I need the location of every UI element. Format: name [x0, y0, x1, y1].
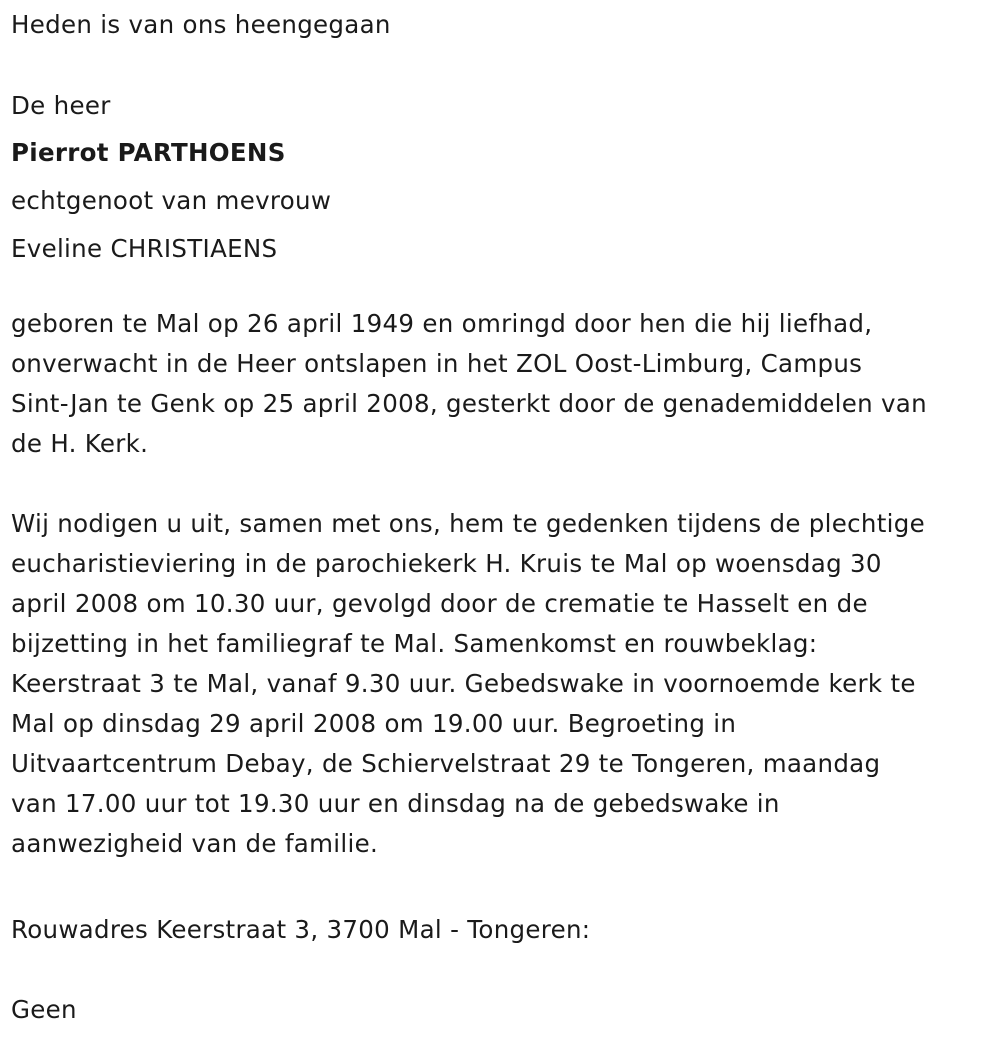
spouse-name: Eveline CHRISTIAENS: [11, 234, 278, 263]
paragraph-line: bijzetting in het familiegraf te Mal. Samenkomst en rouwbeklag:: [11, 629, 818, 658]
intro-text: Heden is van ons heengegaan: [11, 10, 391, 39]
spouse-relation-text: echtgenoot van mevrouw: [11, 186, 332, 215]
paragraph-line: de H. Kerk.: [11, 429, 149, 458]
salutation-text: De heer: [11, 91, 111, 120]
mourning-address: Rouwadres Keerstraat 3, 3700 Mal - Tongeren:: [11, 915, 591, 944]
paragraph-line: Keerstraat 3 te Mal, vanaf 9.30 uur. Gebedswake in voornoemde kerk te: [11, 669, 916, 698]
paragraph-line: Sint-Jan te Genk op 25 april 2008, gesterkt door de genademiddelen van: [11, 389, 927, 418]
paragraph-line: van 17.00 uur tot 19.30 uur en dinsdag na de gebedswake in: [11, 789, 780, 818]
paragraph-line: Uitvaartcentrum Debay, de Schiervelstraat 29 te Tongeren, maandag: [11, 749, 881, 778]
paragraph-line: eucharistieviering in de parochiekerk H. Kruis te Mal op woensdag 30: [11, 549, 882, 578]
deceased-name: Pierrot PARTHOENS: [11, 138, 286, 167]
paragraph-line: onverwacht in de Heer ontslapen in het ZOL Oost-Limburg, Campus: [11, 349, 863, 378]
paragraph-line: Mal op dinsdag 29 april 2008 om 19.00 uur. Begroeting in: [11, 709, 737, 738]
paragraph-line: Wij nodigen u uit, samen met ons, hem te gedenken tijdens de plechtige: [11, 509, 925, 538]
paragraph-line: april 2008 om 10.30 uur, gevolgd door de crematie te Hasselt en de: [11, 589, 868, 618]
closing-text: Geen: [11, 995, 77, 1024]
paragraph-line: geboren te Mal op 26 april 1949 en omringd door hen die hij liefhad,: [11, 309, 873, 338]
paragraph-line: aanwezigheid van de familie.: [11, 829, 379, 858]
